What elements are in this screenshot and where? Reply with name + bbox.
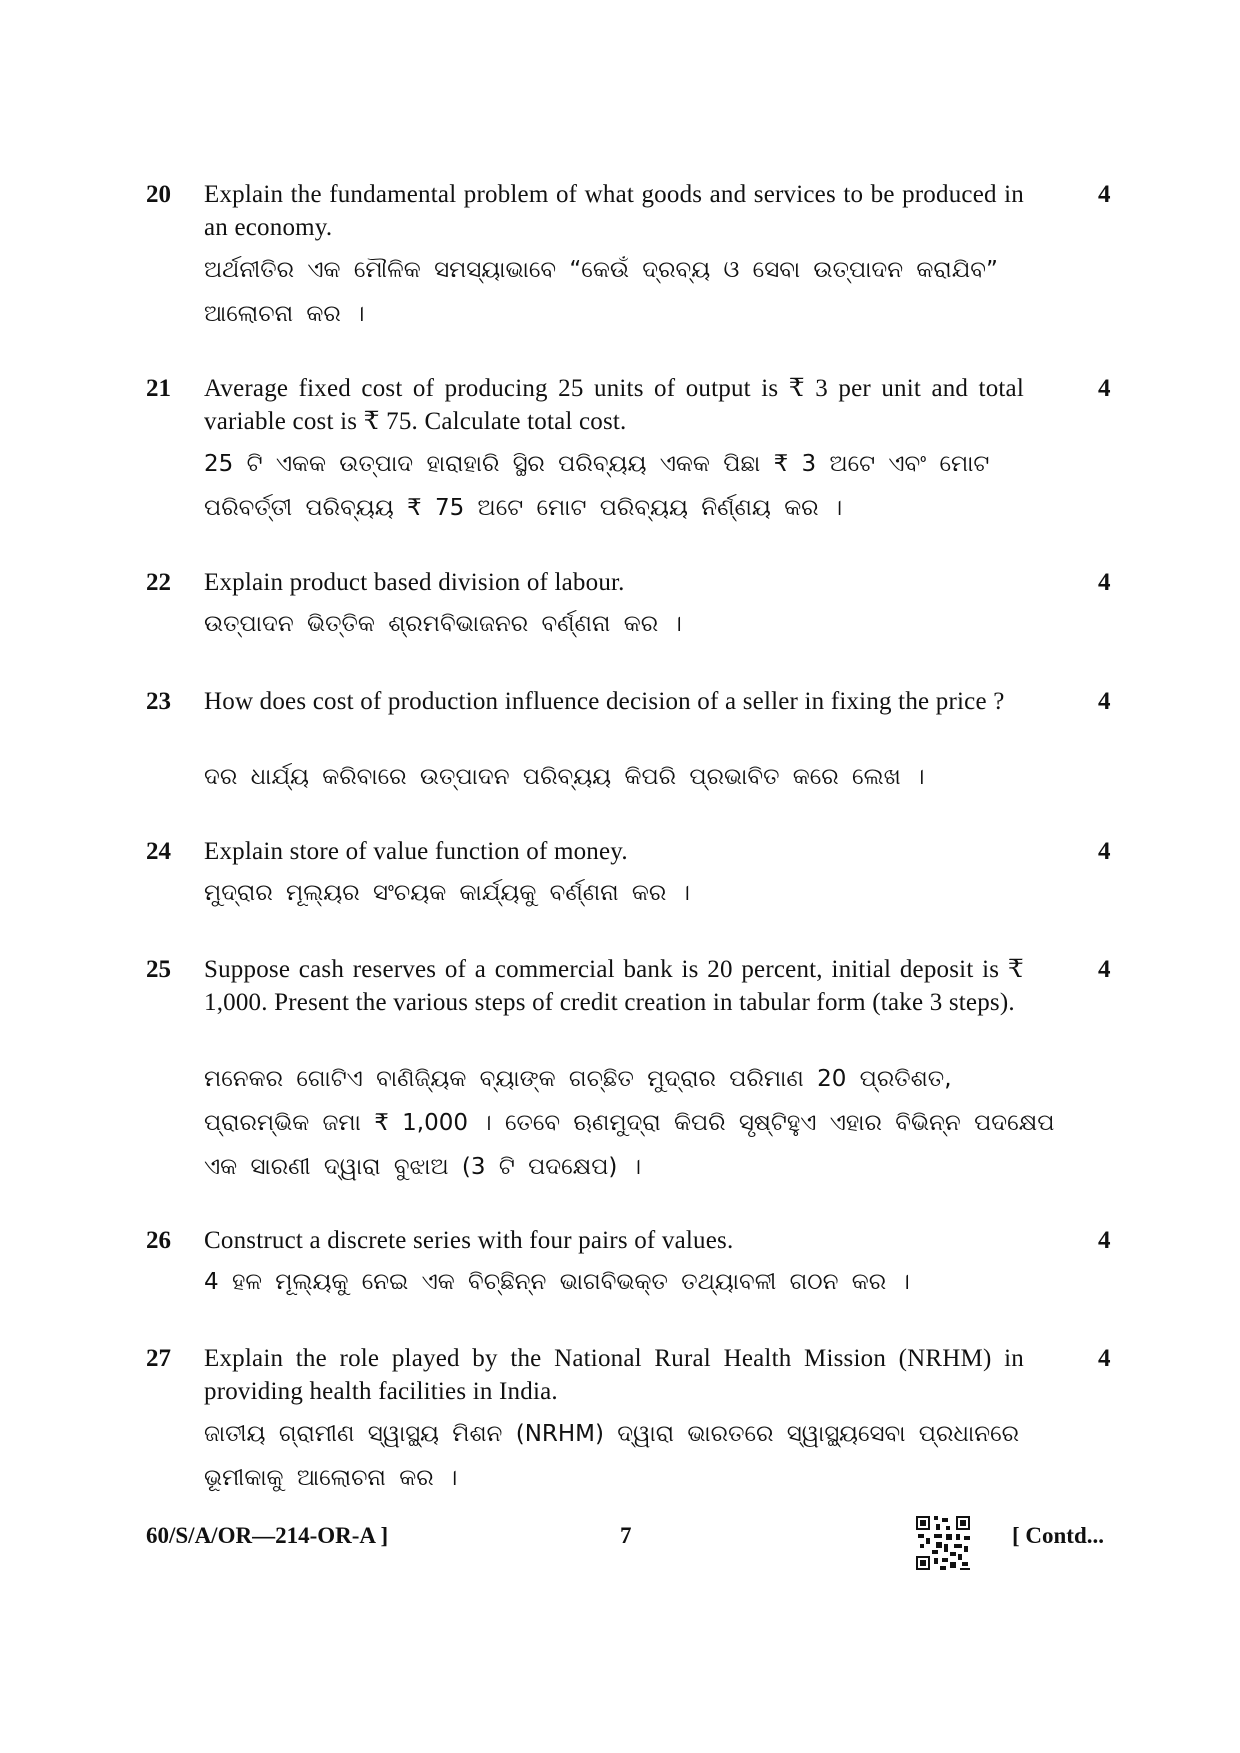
question-text-english: Explain the role played by the National Rural Health Mission (NRHM) in providing health facilities in India. [204, 1345, 1024, 1405]
question-number: 27 [146, 1345, 171, 1372]
question-text-english: Explain store of value function of money. [204, 838, 628, 865]
question-text-odia: ମନେକର ଗୋଟିଏ ବାଣିଜ୍ୟିକ ବ୍ୟାଙ୍କ ଗଚ୍ଛିତ ମୁଦ୍ରାର ପରିମାଣ 20 ପ୍ରତିଶତ, ପ୍ରାରମ୍ଭିକ ଜମା ₹ 1,000 । ତେବେ ଋଣମୁଦ୍ରା କିପରି ସୃଷ୍ଟିହୁଏ ଏହାର ବିଭିନ୍ନ ପଦକ୍ଷେପ ଏକ ସାରଣୀ ଦ୍ୱାରା ବୁଝାଅ (3 ଟି ପଦକ୍ଷେପ) । [204, 1066, 1055, 1180]
question-text-english: Explain the fundamental problem of what goods and services to be produced in an economy. [204, 181, 1024, 241]
question-marks: 4 [1098, 956, 1111, 983]
question-marks: 4 [1098, 181, 1111, 208]
question-text-odia: ଉତ୍ପାଦନ ଭିତ୍ତିକ ଶ୍ରମବିଭାଜନର ବର୍ଣ୍ଣନା କର । [204, 611, 682, 637]
question-text-english: Suppose cash reserves of a commercial bank is 20 percent, initial deposit is ₹ 1,000. Present the various steps of credit creation in tabular form (take 3 steps). [204, 956, 1024, 1016]
question-marks: 4 [1098, 569, 1111, 596]
question-marks: 4 [1098, 838, 1111, 865]
question-number: 22 [146, 569, 171, 596]
paper-code: 60/S/A/OR—214-OR-A ] [146, 1523, 389, 1548]
question-marks: 4 [1098, 1227, 1111, 1254]
question-number: 24 [146, 838, 171, 865]
question-text-odia: ଜାତୀୟ ଗ୍ରାମୀଣ ସ୍ୱାସ୍ଥ୍ୟ ମିଶନ (NRHM) ଦ୍ୱାରା ଭାରତରେ ସ୍ୱାସ୍ଥ୍ୟସେବା ପ୍ରଧାନରେ ଭୂମୀକାକୁ ଆଲୋଚନା କର । [204, 1421, 1020, 1491]
question-text-odia: ମୁଦ୍ରାର ମୂଲ୍ୟର ସଂଚୟକ କାର୍ଯ୍ୟକୁ ବର୍ଣ୍ଣନା କର । [204, 880, 691, 906]
question-number: 20 [146, 181, 171, 208]
question-text-english: How does cost of production influence decision of a seller in fixing the price ? [204, 688, 1005, 715]
question-text-odia: 4 ହଳ ମୂଲ୍ୟକୁ ନେଇ ଏକ ବିଚ୍ଛିନ୍ନ ଭାଗବିଭକ୍ତ ତଥ୍ୟାବଳୀ ଗଠନ କର । [204, 1269, 910, 1295]
qr-code-icon [916, 1516, 970, 1570]
continued-label: [ Contd... [1012, 1523, 1105, 1548]
page-number: 7 [620, 1523, 632, 1548]
question-number: 21 [146, 375, 171, 402]
question-text-odia: ଦର ଧାର୍ଯ୍ୟ କରିବାରେ ଉତ୍ପାଦନ ପରିବ୍ୟୟ କିପରି ପ୍ରଭାବିତ କରେ ଲେଖ । [204, 764, 925, 790]
question-number: 26 [146, 1227, 171, 1254]
question-marks: 4 [1098, 1345, 1111, 1372]
question-text-odia: ଅର୍ଥନୀତିର ଏକ ମୌଳିକ ସମସ୍ୟାଭାବେ “କେଉଁ ଦ୍ରବ୍ୟ ଓ ସେବା ଉତ୍ପାଦନ କରାଯିବ” ଆଲୋଚନା କର । [204, 257, 998, 327]
question-text-odia: 25 ଟି ଏକକ ଉତ୍ପାଦ ହାରାହାରି ସ୍ଥିର ପରିବ୍ୟୟ ଏକକ ପିଛା ₹ 3 ଅଟେ ଏବଂ ମୋଟ ପରିବର୍ତ୍ତୀ ପରିବ୍ୟୟ ₹ 75 ଅଟେ ମୋଟ ପରିବ୍ୟୟ ନିର୍ଣ୍ଣୟ କର । [204, 451, 990, 521]
question-number: 25 [146, 956, 171, 983]
question-text-english: Construct a discrete series with four pairs of values. [204, 1227, 734, 1254]
question-marks: 4 [1098, 688, 1111, 715]
question-text-english: Average fixed cost of producing 25 units of output is ₹ 3 per unit and total variable cost is ₹ 75. Calculate total cost. [204, 375, 1024, 435]
question-text-english: Explain product based division of labour. [204, 569, 625, 596]
question-marks: 4 [1098, 375, 1111, 402]
question-number: 23 [146, 688, 171, 715]
